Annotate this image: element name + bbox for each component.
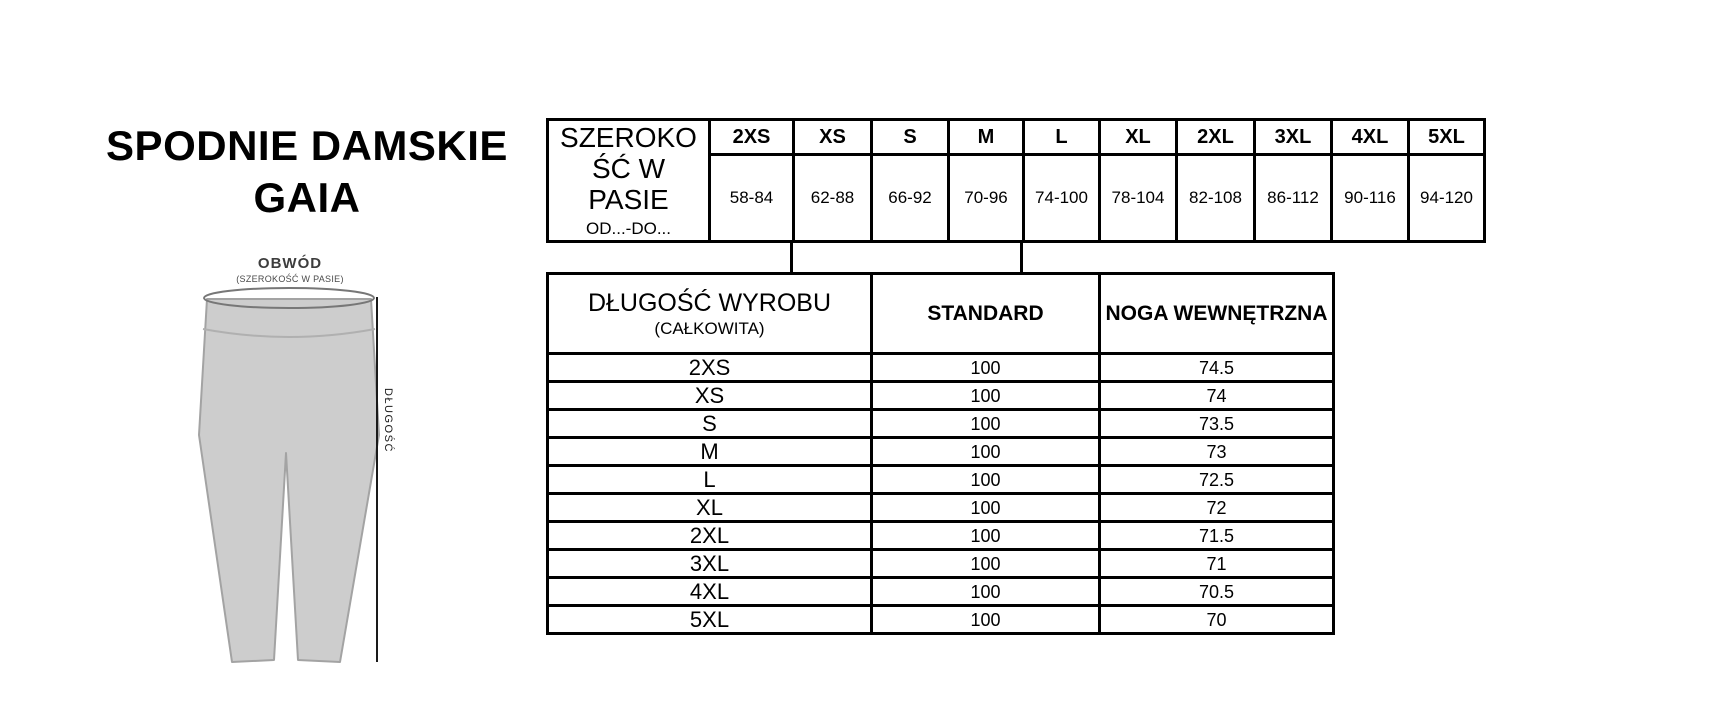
size-cell: 4XL xyxy=(548,578,872,606)
table-connector-line xyxy=(1020,243,1023,275)
waist-range-cell: 58-84 xyxy=(710,155,794,242)
table-row xyxy=(548,382,1334,410)
table-row xyxy=(548,410,1334,438)
inner-leg-cell: 70 xyxy=(1100,606,1334,634)
waist-range-cell: 74-100 xyxy=(1024,155,1100,242)
pants-illustration xyxy=(180,285,400,690)
size-cell: XS xyxy=(548,382,872,410)
table-row xyxy=(548,354,1334,382)
page-title-line1: SPODNIE DAMSKIE xyxy=(106,122,508,169)
size-cell: L xyxy=(548,466,872,494)
inner-leg-cell: 74 xyxy=(1100,382,1334,410)
size-cell: 2XS xyxy=(548,354,872,382)
waist-range-cell: 86-112 xyxy=(1255,155,1332,242)
inner-leg-cell: 71.5 xyxy=(1100,522,1334,550)
table-row xyxy=(548,522,1334,550)
table-row xyxy=(548,550,1334,578)
inner-leg-cell: 70.5 xyxy=(1100,578,1334,606)
waist-range-cell: 66-92 xyxy=(872,155,949,242)
size-column-header: M xyxy=(949,120,1024,155)
length-header-sub: (CAŁKOWITA) xyxy=(654,318,765,338)
length-table-header-cell xyxy=(548,274,872,354)
circumference-label: OBWÓD xyxy=(257,255,323,272)
size-column-header: 5XL xyxy=(1409,120,1485,155)
standard-column-header: STANDARD xyxy=(872,274,1100,354)
circumference-sublabel: (SZEROKOŚĆ W PASIE) xyxy=(236,274,344,284)
inner-leg-cell: 72 xyxy=(1100,494,1334,522)
standard-cell: 100 xyxy=(872,382,1100,410)
size-cell: XL xyxy=(548,494,872,522)
table-row xyxy=(548,578,1334,606)
size-cell: 2XL xyxy=(548,522,872,550)
waist-range-cell: 82-108 xyxy=(1177,155,1255,242)
size-cell: M xyxy=(548,438,872,466)
standard-cell: 100 xyxy=(872,466,1100,494)
size-column-header: 4XL xyxy=(1332,120,1409,155)
size-column-header: 2XL xyxy=(1177,120,1255,155)
inner-leg-column-header: NOGA WEWNĘTRZNA xyxy=(1100,274,1334,354)
waist-table-header: SZEROKOŚĆ W PASIE xyxy=(560,122,697,215)
inner-leg-cell: 72.5 xyxy=(1100,466,1334,494)
table-row xyxy=(548,466,1334,494)
inner-leg-cell: 73.5 xyxy=(1100,410,1334,438)
waist-range-cell: 90-116 xyxy=(1332,155,1409,242)
length-header: DŁUGOŚĆ WYROBU xyxy=(587,288,832,317)
waist-table-header-cell xyxy=(548,120,710,242)
table-row xyxy=(548,494,1334,522)
size-cell: 3XL xyxy=(548,550,872,578)
inner-leg-cell: 71 xyxy=(1100,550,1334,578)
standard-cell: 100 xyxy=(872,522,1100,550)
table-row xyxy=(548,438,1334,466)
waist-size-table xyxy=(546,118,1486,243)
waist-range-cell: 78-104 xyxy=(1100,155,1177,242)
size-column-header: L xyxy=(1024,120,1100,155)
waist-table-header-sub: OD...-DO... xyxy=(586,219,671,238)
length-label: DŁUGOŚĆ xyxy=(382,388,394,453)
standard-cell: 100 xyxy=(872,550,1100,578)
page-title-line2: GAIA xyxy=(253,174,361,221)
standard-cell: 100 xyxy=(872,410,1100,438)
size-column-header: 2XS xyxy=(710,120,794,155)
table-connector-line xyxy=(790,243,793,275)
size-column-header: 3XL xyxy=(1255,120,1332,155)
length-table xyxy=(546,272,1335,635)
waist-range-cell: 70-96 xyxy=(949,155,1024,242)
page-title xyxy=(92,120,522,224)
standard-cell: 100 xyxy=(872,438,1100,466)
size-cell: 5XL xyxy=(548,606,872,634)
waist-range-cell: 94-120 xyxy=(1409,155,1485,242)
standard-cell: 100 xyxy=(872,494,1100,522)
size-column-header: XL xyxy=(1100,120,1177,155)
pants-silhouette xyxy=(199,299,379,662)
size-cell: S xyxy=(548,410,872,438)
standard-cell: 100 xyxy=(872,354,1100,382)
inner-leg-cell: 74.5 xyxy=(1100,354,1334,382)
standard-cell: 100 xyxy=(872,578,1100,606)
table-row xyxy=(548,606,1334,634)
waist-range-cell: 62-88 xyxy=(794,155,872,242)
inner-leg-cell: 73 xyxy=(1100,438,1334,466)
size-column-header: S xyxy=(872,120,949,155)
standard-cell: 100 xyxy=(872,606,1100,634)
size-column-header: XS xyxy=(794,120,872,155)
